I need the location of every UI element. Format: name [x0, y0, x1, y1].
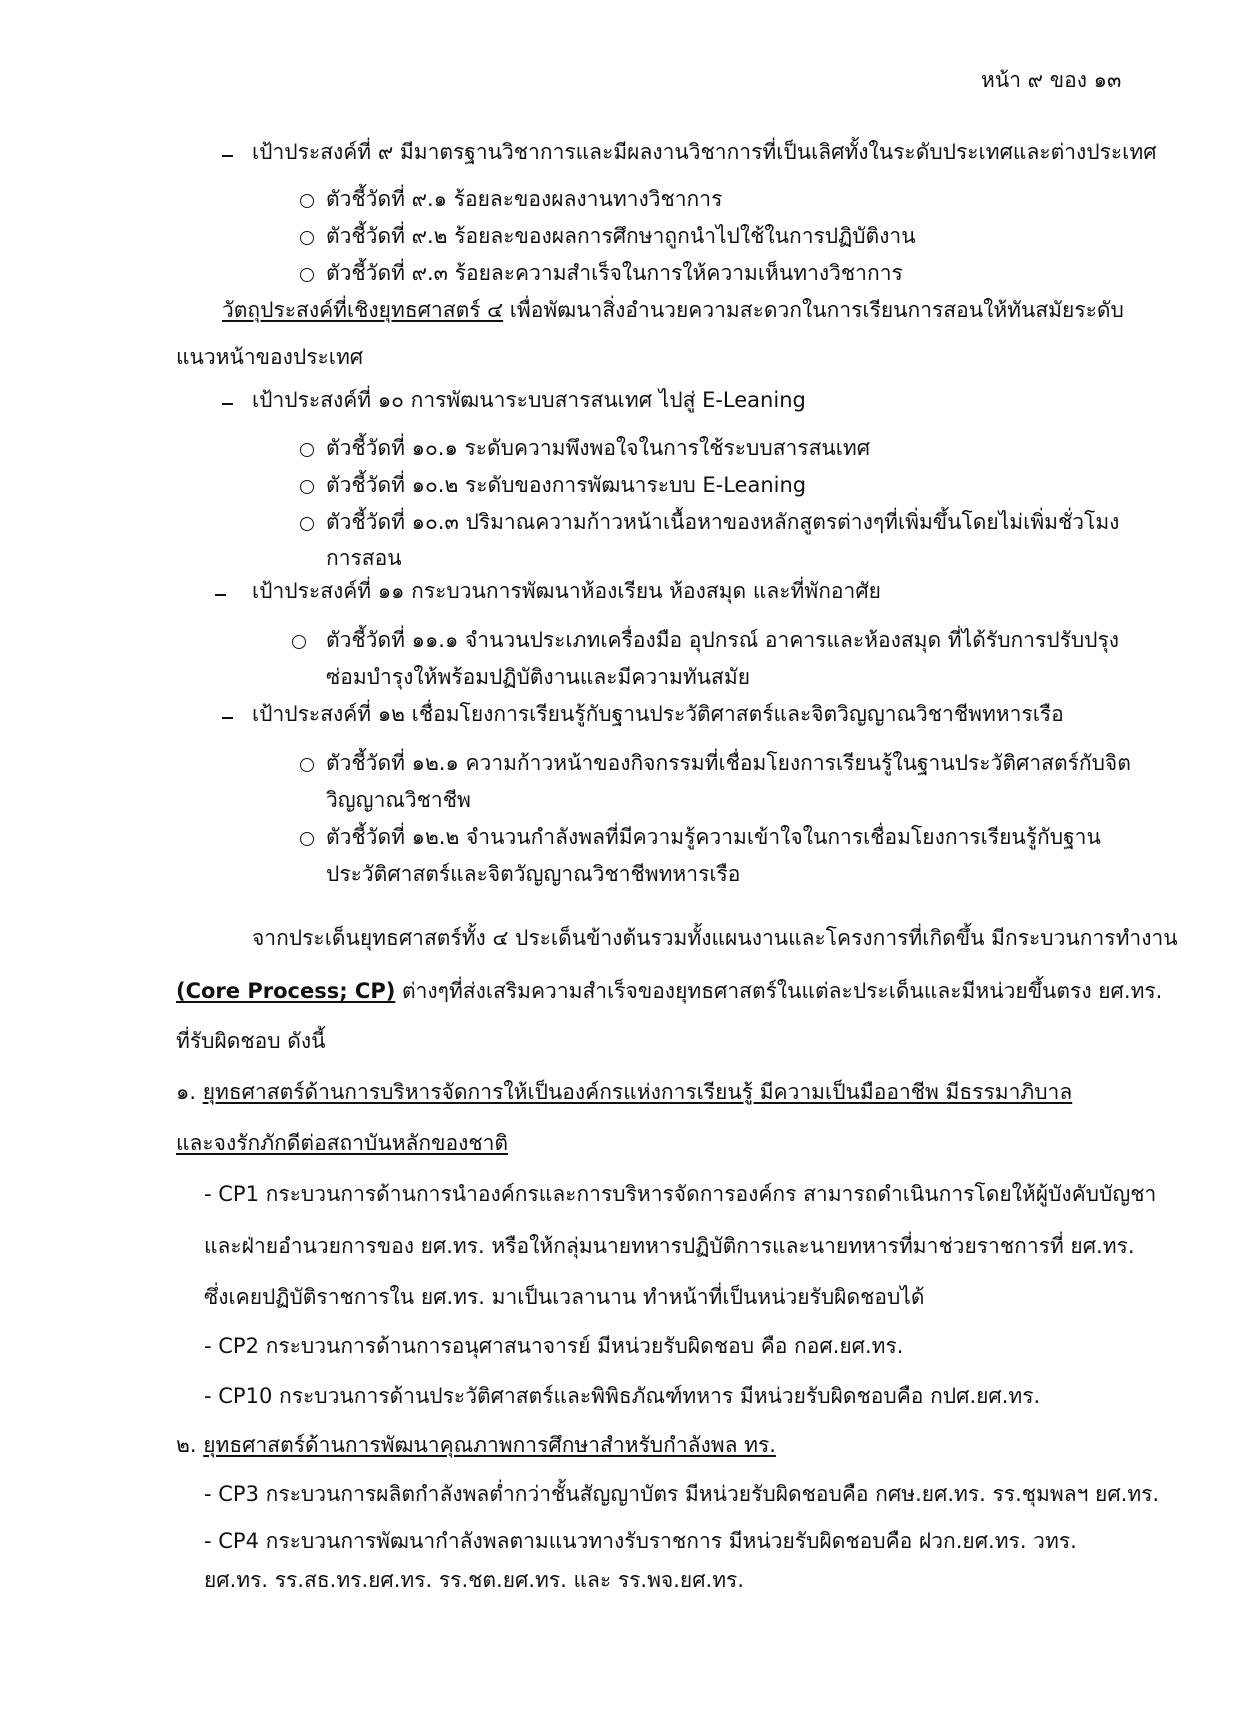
- goal-10-text: เป้าประสงค์ที่ ๑๐ การพัฒนาระบบสารสนเทศ ไปสู่ E-Leaning: [252, 388, 806, 412]
- strategy-1-title: ยุทธศาสตร์ด้านการบริหารจัดการให้เป็นองค์กรแห่งการเรียนรู้ มีความเป็นมืออาชีพ มีธรรมาภิบาล: [202, 1080, 1073, 1104]
- goal-9-text: เป้าประสงค์ที่ ๙ มีมาตรฐานวิชาการและมีผลงานวิชาการที่เป็นเลิศทั้งในระดับประเทศและต่างประเทศ: [252, 140, 1157, 164]
- cp1-line2: และฝ่ายอำนวยการของ ยศ.ทร. หรือให้กลุ่มนายทหารปฏิบัติการและนายทหารที่มาช่วยราชการที่ ยศ.ทร.: [204, 1234, 1135, 1258]
- indicator-12-2-line2: ประวัติศาสตร์และจิตวัญญาณวิชาชีพทหารเรือ: [326, 862, 741, 886]
- dash-bullet: [222, 403, 233, 405]
- indicator-10-2: ตัวชี้วัดที่ ๑๐.๒ ระดับของการพัฒนาระบบ E-Leaning: [326, 473, 807, 497]
- indicator-11-1-line1: ตัวชี้วัดที่ ๑๑.๑ จำนวนประเภทเครื่องมือ อุปกรณ์ อาคารและห้องสมุด ที่ได้รับการปรับปรุง: [326, 628, 1120, 652]
- cp1-line1: - CP1 กระบวนการด้านการนำองค์กรและการบริหารจัดการองค์กร สามารถดำเนินการโดยให้ผู้บังคับบัญชา: [204, 1182, 1157, 1206]
- strategy-1-heading: [176, 1082, 1072, 1103]
- cp3: - CP3 กระบวนการผลิตกำลังพลต่ำกว่าชั้นสัญญาบัตร มีหน่วยรับผิดชอบคือ กศษ.ยศ.ทร. รร.ชุมพลฯ ยศ.ทร.: [204, 1482, 1160, 1506]
- summary-line2: [176, 981, 1162, 1002]
- indicator-10-3-cont: การสอน: [326, 546, 402, 570]
- indicator-12-1-line1: ตัวชี้วัดที่ ๑๒.๑ ความก้าวหน้าของกิจกรรมที่เชื่อมโยงการเรียนรู้ในฐานประวัติศาสตร์กับจิต: [326, 751, 1131, 775]
- strategy-2-heading: [176, 1435, 776, 1456]
- circle-bullet-icon: [292, 635, 306, 649]
- circle-bullet-icon: [300, 231, 314, 245]
- objective-4-line1: [222, 300, 1124, 321]
- circle-bullet-icon: [300, 268, 314, 282]
- cp4-line2: ยศ.ทร. รร.สธ.ทร.ยศ.ทร. รร.ชต.ยศ.ทร. และ รร.พจ.ยศ.ทร.: [204, 1568, 745, 1592]
- summary-line3: ที่รับผิดชอบ ดังนี้: [176, 1029, 326, 1053]
- dash-bullet: [215, 594, 226, 596]
- indicator-12-2-line1: ตัวชี้วัดที่ ๑๒.๒ จำนวนกำลังพลที่มีความรู้ความเข้าใจในการเชื่อมโยงการเรียนรู้กับฐาน: [326, 825, 1101, 849]
- objective-4-text: เพื่อพัฒนาสิ่งอำนวยความสะดวกในการเรียนการสอนให้ทันสมัยระดับ: [503, 298, 1124, 322]
- strategy-1-number: ๑.: [176, 1080, 197, 1104]
- indicator-10-3: ตัวชี้วัดที่ ๑๐.๓ ปริมาณความก้าวหน้าเนื้อหาของหลักสูตรต่างๆที่เพิ่มขึ้นโดยไม่เพิ่มชั่วโมง: [326, 510, 1120, 534]
- indicator-11-1-line2: ซ่อมบำรุงให้พร้อมปฏิบัติงานและมีความทันสมัย: [326, 665, 750, 689]
- goal-12-text: เป้าประสงค์ที่ ๑๒ เชื่อมโยงการเรียนรู้กับฐานประวัติศาสตร์และจิตวิญญาณวิชาชีพทหารเรือ: [252, 702, 1064, 726]
- goal-11-text: เป้าประสงค์ที่ ๑๑ กระบวนการพัฒนาห้องเรียน ห้องสมุด และที่พักอาศัย: [252, 579, 881, 603]
- indicator-9-2: ตัวชี้วัดที่ ๙.๒ ร้อยละของผลการศึกษาถูกนำไปใช้ในการปฏิบัติงาน: [326, 224, 916, 248]
- cp2: - CP2 กระบวนการด้านการอนุศาสนาจารย์ มีหน่วยรับผิดชอบ คือ กอศ.ยศ.ทร.: [204, 1334, 904, 1358]
- indicator-9-1: ตัวชี้วัดที่ ๙.๑ ร้อยละของผลงานทางวิชาการ: [326, 187, 723, 211]
- indicator-9-3: ตัวชี้วัดที่ ๙.๓ ร้อยละความสำเร็จในการให้ความเห็นทางวิชาการ: [326, 261, 903, 285]
- strategy-2-number: ๒.: [176, 1433, 197, 1457]
- circle-bullet-icon: [300, 194, 314, 208]
- objective-4-title: วัตถุประสงค์ที่เชิงยุทธศาสตร์ ๔: [222, 298, 504, 322]
- cp10: - CP10 กระบวนการด้านประวัติศาสตร์และพิพิธภัณฑ์ทหาร มีหน่วยรับผิดชอบคือ กปศ.ยศ.ทร.: [204, 1384, 1041, 1408]
- strategy-1-title-line2: และจงรักภักดีต่อสถาบันหลักของชาติ: [176, 1131, 509, 1155]
- objective-4-line2: แนวหน้าของประเทศ: [176, 345, 364, 369]
- cp1-line3: ซึ่งเคยปฏิบัติราชการใน ยศ.ทร. มาเป็นเวลานาน ทำหน้าที่เป็นหน่วยรับผิดชอบได้: [204, 1285, 925, 1309]
- circle-bullet-icon: [300, 480, 314, 494]
- cp4-line1: - CP4 กระบวนการพัฒนากำลังพลตามแนวทางรับราชการ มีหน่วยรับผิดชอบคือ ฝวก.ยศ.ทร. วทร.: [204, 1529, 1077, 1553]
- summary-line2-rest: ต่างๆที่ส่งเสริมความสำเร็จของยุทธศาสตร์ในแต่ละประเด็นและมีหน่วยขึ้นตรง ยศ.ทร.: [395, 979, 1163, 1003]
- circle-bullet-icon: [300, 758, 314, 772]
- circle-bullet-icon: [300, 517, 314, 531]
- dash-bullet: [222, 717, 233, 719]
- core-process-label: (Core Process; CP): [176, 979, 396, 1003]
- summary-line1: จากประเด็นยุทธศาสตร์ทั้ง ๔ ประเด็นข้างต้นรวมทั้งแผนงานและโครงการที่เกิดขึ้น มีกระบวนการทำงาน: [252, 926, 1178, 950]
- indicator-12-1-line2: วิญญาณวิชาชีพ: [326, 788, 471, 812]
- circle-bullet-icon: [300, 443, 314, 457]
- page-number: หน้า ๙ ของ ๑๓: [981, 68, 1122, 92]
- strategy-2-title: ยุทธศาสตร์ด้านการพัฒนาคุณภาพการศึกษาสำหรับกำลังพล ทร.: [203, 1433, 776, 1457]
- indicator-10-1: ตัวชี้วัดที่ ๑๐.๑ ระดับความพึงพอใจในการใช้ระบบสารสนเทศ: [326, 436, 871, 460]
- dash-bullet: [222, 155, 233, 157]
- circle-bullet-icon: [300, 832, 314, 846]
